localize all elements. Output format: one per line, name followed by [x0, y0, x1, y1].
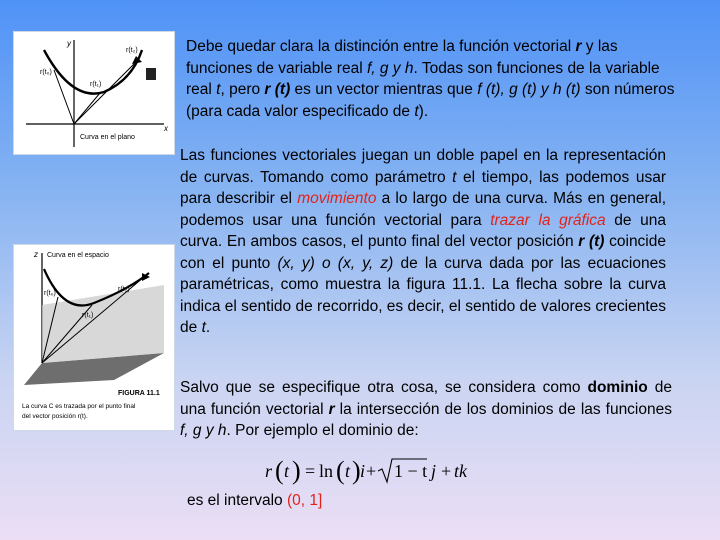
text-run: es el intervalo [187, 492, 287, 509]
interval-value: (0, 1] [286, 492, 323, 509]
formula-i: i [360, 461, 366, 481]
formula-r: r [265, 461, 273, 481]
text-run: , pero [220, 81, 265, 98]
y-axis-label: y [67, 39, 71, 48]
space-caption-line1: La curva C es trazada por el punto final [22, 403, 136, 410]
term-r-t: r (t) [264, 81, 291, 98]
term-dominio: dominio [587, 379, 648, 396]
term-fgh: f, g y h [366, 59, 414, 77]
space-caption-line2: del vector posición r(t). [22, 413, 88, 420]
text-run: . Todas son funciones de la variable real [186, 59, 660, 98]
paragraph-interval [187, 490, 487, 512]
formula-paren-open: ( [275, 456, 284, 485]
formula-ln-paren-open: ( [336, 456, 345, 485]
text-run: son números (para cada valor especificado de [186, 81, 675, 120]
formula-sqrt-body: 1 − t [394, 461, 428, 481]
paragraph-domain [180, 377, 672, 442]
text-run: y las funciones de variable real [186, 38, 618, 77]
text-run: a lo largo de una curva. Más en general, podemos usar una función vectorial para [180, 190, 666, 229]
text-run: de una función vectorial [180, 379, 672, 418]
text-run: . Por ejemplo el dominio de: [226, 422, 419, 439]
formula-paren-close: ) [292, 456, 301, 485]
figure-plane-curve [14, 32, 174, 154]
term-t: t [414, 102, 419, 120]
formula-r-t [263, 455, 483, 487]
plane-caption: Curva en el plano [80, 134, 135, 141]
paragraph-roles [180, 145, 666, 339]
label-r-t1: r(t₁) [90, 81, 102, 88]
figure-number: FIGURA 11.1 [118, 390, 160, 397]
label-r-t0: r(t₀) [44, 290, 56, 297]
text-run: el tiempo, las podemos usar para describir el [180, 168, 667, 207]
highlight-movimiento: movimiento [297, 190, 377, 207]
space-curve-diagram [14, 245, 174, 430]
term-r: r [328, 400, 335, 418]
space-caption-top: Curva en el espacio [47, 252, 109, 259]
formula-ln: ln [319, 461, 334, 481]
text-run: de la curva dada por las ecuaciones paramétricas, como muestra la figura 11.1. La flecha sobre la curva indica el sentido de recorrido, es decir, el sentido de valores crecientes de [180, 254, 666, 336]
formula-ln-t: t [345, 461, 351, 481]
text-run: Salvo que se especifique otra cosa, se considera como [180, 379, 588, 396]
term-t: t [201, 319, 206, 336]
text-run: de una curva. En ambos casos, el punto final del vector posición [180, 211, 666, 250]
term-point: (x, y) o (x, y, z) [277, 254, 394, 272]
formula-tk: tk [454, 461, 467, 481]
text-run: ). [418, 102, 429, 120]
plane-curve-diagram [14, 32, 174, 154]
formula-ln-paren-close: ) [352, 456, 361, 485]
label-r-t2: r(t₂) [126, 47, 138, 54]
term-r: r [575, 38, 582, 55]
term-t: t [216, 81, 221, 98]
paragraph-distinction [186, 36, 686, 122]
vector-r-t1 [74, 93, 100, 124]
formula-plus-1: + [366, 461, 377, 481]
text-run: la intersección de los dominios de las funciones [334, 400, 672, 418]
text-run: Debe quedar clara la distinción entre la función vectorial [186, 38, 576, 55]
z-axis-label: z [34, 250, 38, 259]
label-r-t0: r(t₀) [40, 69, 52, 76]
term-t: t [452, 168, 457, 186]
term-r-t: r (t) [578, 233, 605, 250]
formula-j: j [431, 461, 437, 481]
label-r-t1: r(t₁) [82, 312, 94, 319]
x-axis-label: x [164, 124, 168, 133]
highlight-trazar: trazar la gráfica [490, 211, 606, 229]
formula-t: t [284, 461, 290, 481]
term-ft-gt-ht: f (t), g (t) y h (t) [477, 81, 581, 98]
curve-label-c-icon [146, 68, 156, 80]
text-run: Las funciones vectoriales juegan un doble papel en la representación de curvas. Tomando como parámetro [180, 147, 666, 186]
text-run: . [205, 319, 211, 336]
formula-plus-2: + [441, 461, 452, 481]
label-r-t2: r(t₂) [118, 286, 130, 293]
figure-space-curve [14, 245, 174, 430]
text-run: es un vector mientras que [290, 81, 478, 98]
text-run: coincide con el punto [180, 233, 666, 272]
term-fgh: f, g y h [180, 422, 227, 439]
formula-eq: = [305, 461, 316, 481]
